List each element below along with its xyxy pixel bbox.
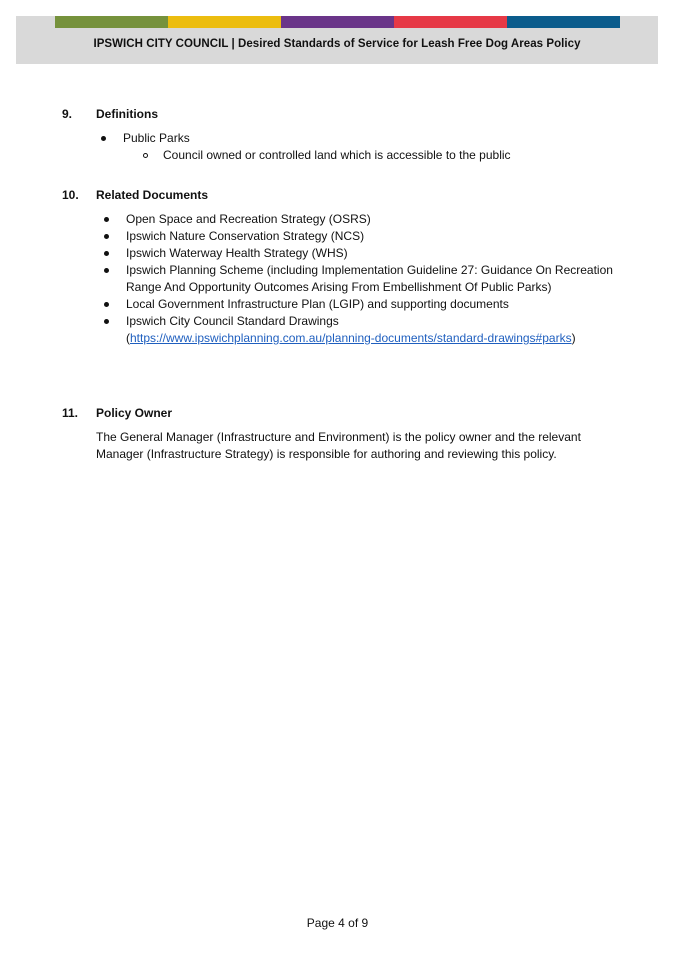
strip-blue	[507, 16, 620, 28]
link-open-paren: (	[126, 331, 130, 345]
definitions-list	[101, 130, 621, 147]
list-item	[101, 130, 621, 147]
strip-red	[394, 16, 507, 28]
section-11-title: Policy Owner	[96, 406, 173, 420]
list-item-text: Ipswich Waterway Health Strategy (WHS)	[126, 246, 348, 260]
list-item	[104, 313, 624, 347]
list-item	[104, 245, 624, 262]
section-11-number: 11.	[62, 406, 79, 420]
bullet-icon	[104, 268, 109, 273]
list-item-text: Local Government Infrastructure Plan (LGIP) and supporting documents	[126, 297, 509, 311]
related-documents-list	[104, 211, 624, 347]
list-item	[104, 262, 624, 296]
bullet-icon	[104, 319, 109, 324]
standard-drawings-link[interactable]: https://www.ipswichplanning.com.au/planning-documents/standard-drawings#parks	[130, 331, 572, 345]
header-title: IPSWICH CITY COUNCIL | Desired Standards of Service for Leash Free Dog Areas Policy	[93, 38, 581, 50]
strip-green	[55, 16, 168, 28]
strip-yellow	[168, 16, 281, 28]
policy-owner-paragraph: The General Manager (Infrastructure and Environment) is the policy owner and the relevant Manager (Infrastructure Strategy) is responsible for authoring and reviewing this policy.	[96, 430, 581, 461]
section-10-number: 10.	[62, 188, 79, 202]
list-item-text: Ipswich Nature Conservation Strategy (NCS)	[126, 229, 365, 243]
color-strip	[55, 16, 620, 28]
list-item-text: Ipswich Planning Scheme (including Implementation Guideline 27: Guidance On Recreation Range And Opportunity Outcomes Arising From Embellishment Of Public Parks)	[126, 263, 613, 294]
bullet-icon	[104, 234, 109, 239]
list-item	[104, 211, 624, 228]
strip-purple	[281, 16, 394, 28]
section-9-title: Definitions	[96, 107, 158, 121]
bullet-icon	[104, 251, 109, 256]
definition-sub-item	[143, 147, 511, 164]
list-item	[104, 296, 624, 313]
bullet-icon	[101, 136, 106, 141]
list-item	[104, 228, 624, 245]
definition-text: Council owned or controlled land which is accessible to the public	[163, 148, 511, 162]
link-close-paren: )	[571, 331, 576, 345]
list-item-text: Open Space and Recreation Strategy (OSRS)	[126, 212, 371, 226]
section-10-title: Related Documents	[96, 188, 209, 202]
page-number: Page 4 of 9	[306, 916, 369, 930]
bullet-icon	[104, 217, 109, 222]
list-item-text: Ipswich City Council Standard Drawings	[126, 314, 339, 328]
section-9-number: 9.	[62, 107, 73, 121]
definition-term: Public Parks	[123, 131, 190, 145]
bullet-icon	[104, 302, 109, 307]
hollow-bullet-icon	[143, 153, 148, 158]
